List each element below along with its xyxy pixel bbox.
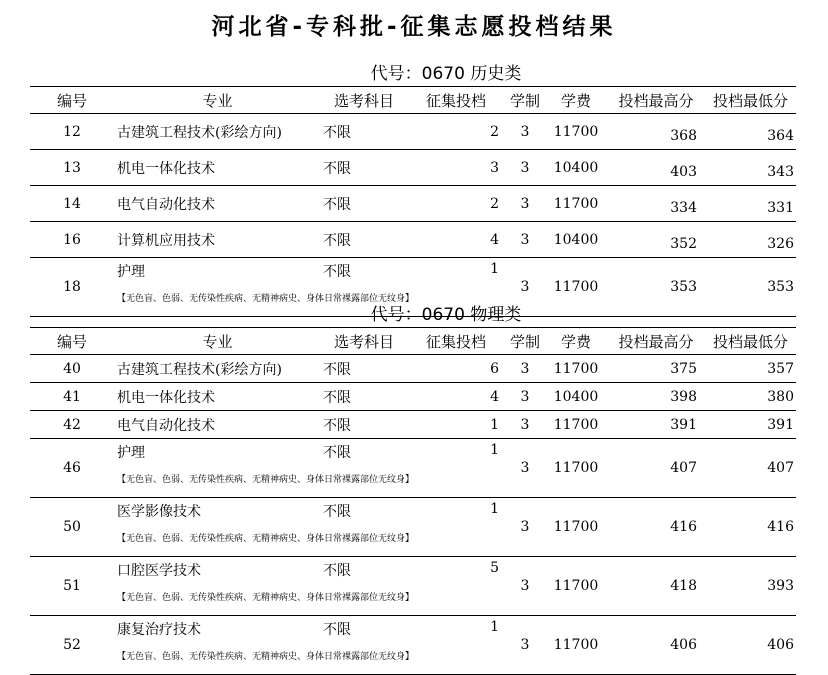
col-header-subject: 选考科目 (321, 328, 407, 355)
cell-plan: 4 (407, 383, 505, 411)
col-header-high: 投档最高分 (607, 328, 705, 355)
cell-low: 364 (705, 114, 796, 150)
cell-id: 40 (30, 355, 114, 383)
cell-years: 3 (505, 222, 545, 258)
col-header-plan: 征集投档 (407, 328, 505, 355)
page-title: 河北省-专科批-征集志愿投档结果 (211, 14, 617, 40)
cell-high: 353 (670, 279, 697, 295)
col-header-high: 投档最高分 (607, 87, 705, 114)
cell-major: 护理 (117, 445, 145, 461)
cell-id: 18 (63, 279, 81, 295)
cell-subject: 不限 (321, 150, 407, 186)
cell-id: 12 (30, 114, 114, 150)
cell-subject: 不限 (321, 498, 407, 557)
restriction-note: 【无色盲、色弱、无传染性疾病、无精神病史、身体日常裸露部位无纹身】 (117, 534, 415, 544)
table-row (30, 186, 796, 222)
col-header-subject: 选考科目 (321, 87, 407, 114)
cell-plan: 6 (407, 355, 505, 383)
cell-fee: 11700 (545, 411, 607, 439)
cell-major: 康复治疗技术 (117, 622, 201, 638)
cell-id: 42 (30, 411, 114, 439)
cell-major: 医学影像技术 (117, 504, 201, 520)
cell-years: 3 (505, 411, 545, 439)
col-header-fee: 学费 (545, 87, 607, 114)
col-header-years: 学制 (505, 87, 545, 114)
cell-subject: 不限 (321, 186, 407, 222)
table-header-row (30, 87, 796, 114)
cell-id: 41 (30, 383, 114, 411)
restriction-note: 【无色盲、色弱、无传染性疾病、无精神病史、身体日常裸露部位无纹身】 (117, 652, 415, 662)
cell-fee: 11700 (553, 279, 599, 295)
col-header-plan: 征集投档 (407, 87, 505, 114)
cell-subject: 不限 (321, 557, 407, 616)
cell-id: 16 (30, 222, 114, 258)
cell-years: 3 (505, 557, 545, 616)
table-header-row (30, 328, 796, 355)
cell-high: 391 (607, 411, 705, 439)
cell-major: 电气自动化技术 (114, 411, 321, 439)
cell-major: 电气自动化技术 (114, 186, 321, 222)
cell-high: 368 (607, 114, 705, 150)
cell-low: 393 (705, 557, 796, 616)
cell-plan: 1 (407, 439, 505, 498)
cell-high: 352 (607, 222, 705, 258)
cell-plan: 1 (490, 261, 499, 277)
physics-section (30, 303, 796, 675)
table-row (30, 616, 796, 675)
cell-id: 50 (30, 498, 114, 557)
cell-low: 380 (705, 383, 796, 411)
cell-low: 353 (767, 279, 794, 295)
cell-high: 418 (607, 557, 705, 616)
cell-major: 护理 (117, 264, 145, 280)
cell-high: 406 (607, 616, 705, 675)
cell-plan: 1 (407, 411, 505, 439)
section-code: 代号：0670 历史类 (370, 64, 522, 84)
cell-subject: 不限 (321, 383, 407, 411)
col-header-id: 编号 (30, 87, 114, 114)
col-header-major: 专业 (114, 328, 321, 355)
col-header-years: 学制 (505, 328, 545, 355)
col-header-fee: 学费 (545, 328, 607, 355)
cell-id: 52 (30, 616, 114, 675)
cell-low: 391 (705, 411, 796, 439)
cell-id: 14 (30, 186, 114, 222)
cell-years: 3 (505, 383, 545, 411)
cell-low: 326 (705, 222, 796, 258)
cell-high: 403 (607, 150, 705, 186)
cell-high: 398 (607, 383, 705, 411)
cell-plan: 1 (407, 498, 505, 557)
restriction-note: 【无色盲、色弱、无传染性疾病、无精神病史、身体日常裸露部位无纹身】 (117, 294, 415, 304)
cell-fee: 11700 (545, 439, 607, 498)
cell-fee: 10400 (545, 383, 607, 411)
history-table (30, 86, 796, 316)
cell-years: 3 (505, 150, 545, 186)
cell-plan: 2 (407, 186, 505, 222)
cell-years: 3 (505, 498, 545, 557)
cell-years: 3 (505, 114, 545, 150)
cell-years: 3 (505, 355, 545, 383)
table-row (30, 222, 796, 258)
cell-major: 口腔医学技术 (117, 563, 201, 579)
table-row (30, 439, 796, 498)
cell-fee: 11700 (545, 616, 607, 675)
cell-fee: 11700 (545, 557, 607, 616)
cell-id: 51 (30, 557, 114, 616)
cell-major: 古建筑工程技术(彩绘方向) (114, 355, 321, 383)
cell-plan: 5 (407, 557, 505, 616)
cell-low: 407 (705, 439, 796, 498)
cell-major: 机电一体化技术 (114, 383, 321, 411)
cell-low: 331 (705, 186, 796, 222)
cell-plan: 4 (407, 222, 505, 258)
cell-low: 357 (705, 355, 796, 383)
cell-plan: 3 (407, 150, 505, 186)
cell-subject: 不限 (321, 114, 407, 150)
cell-years: 3 (505, 439, 545, 498)
cell-low: 406 (705, 616, 796, 675)
table-row (30, 114, 796, 150)
cell-fee: 10400 (545, 150, 607, 186)
cell-years: 3 (505, 186, 545, 222)
physics-table (30, 327, 796, 675)
col-header-id: 编号 (30, 328, 114, 355)
table-row (30, 557, 796, 616)
table-row (30, 150, 796, 186)
cell-major: 机电一体化技术 (114, 150, 321, 186)
history-section (30, 62, 796, 317)
cell-subject: 不限 (321, 411, 407, 439)
cell-years: 3 (520, 279, 530, 295)
restriction-note: 【无色盲、色弱、无传染性疾病、无精神病史、身体日常裸露部位无纹身】 (117, 475, 415, 485)
cell-fee: 11700 (545, 355, 607, 383)
col-header-major: 专业 (114, 87, 321, 114)
col-header-low: 投档最低分 (705, 87, 796, 114)
cell-fee: 11700 (545, 114, 607, 150)
table-row (30, 411, 796, 439)
cell-id: 46 (30, 439, 114, 498)
cell-high: 334 (607, 186, 705, 222)
cell-low: 416 (705, 498, 796, 557)
cell-low: 343 (705, 150, 796, 186)
cell-fee: 11700 (545, 186, 607, 222)
cell-subject: 不限 (321, 616, 407, 675)
cell-id: 13 (30, 150, 114, 186)
table-row (30, 383, 796, 411)
cell-fee: 10400 (545, 222, 607, 258)
cell-subject: 不限 (321, 439, 407, 498)
cell-high: 416 (607, 498, 705, 557)
cell-subject: 不限 (321, 355, 407, 383)
cell-major: 计算机应用技术 (114, 222, 321, 258)
cell-subject: 不限 (321, 222, 407, 258)
cell-high: 407 (607, 439, 705, 498)
cell-major: 古建筑工程技术(彩绘方向) (114, 114, 321, 150)
table-row (30, 498, 796, 557)
cell-high: 375 (607, 355, 705, 383)
restriction-note: 【无色盲、色弱、无传染性疾病、无精神病史、身体日常裸露部位无纹身】 (117, 593, 415, 603)
cell-plan: 2 (407, 114, 505, 150)
table-row (30, 355, 796, 383)
col-header-low: 投档最低分 (705, 328, 796, 355)
cell-subject: 不限 (323, 264, 351, 280)
section-code: 代号：0670 物理类 (370, 305, 522, 325)
cell-years: 3 (505, 616, 545, 675)
cell-plan: 1 (407, 616, 505, 675)
cell-fee: 11700 (545, 498, 607, 557)
